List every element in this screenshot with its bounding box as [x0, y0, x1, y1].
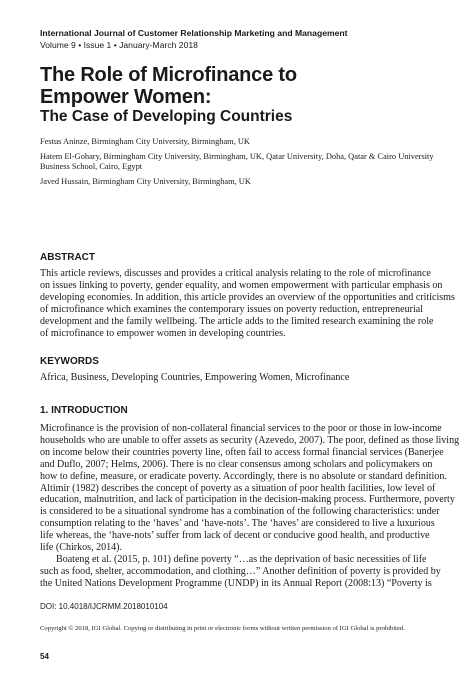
intro-line: such as food, shelter, accommodation, and clothing…” Another definition of poverty is provided by: [40, 565, 441, 577]
journal-issue: Volume 9 • Issue 1 • January-March 2018: [40, 40, 198, 50]
intro-line: education, malnutrition, and lack of participation in the decision-making process. Furthermore, poverty: [40, 494, 455, 506]
intro-line: life whereas, the ‘have-nots’ suffer from lack of decent or conducive good health, and productive: [40, 530, 430, 542]
intro-line: on income below their countries poverty line, often fail to access formal financial services (Banerjee: [40, 446, 444, 458]
abstract-line: of microfinance which examines the contemporary issues on poverty reduction, entrepreneurial: [40, 303, 424, 315]
abstract-line: This article reviews, discusses and provides a critical analysis relating to the role of microfinance: [40, 268, 431, 279]
article-subtitle: The Case of Developing Countries: [40, 108, 293, 125]
introduction-heading: 1. INTRODUCTION: [40, 405, 128, 416]
keywords-line: Africa, Business, Developing Countries, Empowering Women, Microfinance: [40, 372, 350, 383]
keywords-text: [40, 372, 436, 384]
journal-name: International Journal of Customer Relationship Marketing and Management: [40, 28, 348, 38]
intro-line: households who are unable to offer assets as security (Azevedo, 2007). The poor, defined as those living: [40, 434, 460, 446]
author-line: Javed Hussain, Birmingham City University, Birmingham, UK: [40, 176, 251, 186]
copyright-notice: Copyright © 2018, IGI Global. Copying or distributing in print or electronic forms without written permission of IGI Global is prohibited.: [40, 625, 405, 632]
author-entry: [40, 152, 440, 173]
intro-line: how to define, measure, or eradicate poverty. Accordingly, there is no absolute or standard definition.: [40, 470, 447, 482]
intro-line: Microfinance is the provision of non-collateral financial services to the poor or those in low-income: [40, 423, 442, 434]
author-entry: [40, 177, 440, 188]
article-title: [40, 64, 297, 108]
intro-line: consumption relating to the ‘haves’ and ‘have-nots’. The ‘haves’ are considered to live a luxurious: [40, 518, 435, 530]
page-number: 54: [40, 652, 49, 661]
author-entry: [40, 137, 440, 148]
abstract-line: developing economies. In addition, this article provides an overview of the opportunities and criticisms: [40, 291, 455, 303]
intro-line: the United Nations Development Programme (UNDP) in its Annual Report (2008:13) “Poverty is: [40, 577, 432, 589]
abstract-line: of microfinance to empower women in developing countries.: [40, 327, 286, 339]
article-title-line: Empower Women:: [40, 86, 212, 108]
keywords-heading: KEYWORDS: [40, 356, 99, 367]
intro-line: life (Chirkos, 2014).: [40, 542, 123, 554]
abstract-body: [40, 268, 455, 339]
doi-label: DOI: 10.4018/IJCRMM.2018010104: [40, 602, 168, 611]
intro-line: Boateng et al. (2015, p. 101) define poverty “…as the deprivation of basic necessities of life: [56, 553, 427, 565]
author-line: Festus Aninze, Birmingham City University, Birmingham, UK: [40, 137, 250, 146]
intro-line: and Duflo, 2007; Helms, 2006). There is no clear consensus among scholars and policymakers on: [40, 458, 433, 470]
author-line: Hatem El-Gohary, Birmingham City University, Birmingham, UK, Qatar University, Doha, Qatar & Cairo University: [40, 151, 434, 161]
abstract-line: development and the family wellbeing. The article adds to the limited research examining the role: [40, 315, 434, 327]
author-list: [40, 137, 440, 191]
author-line: Business School, Cairo, Egypt: [40, 162, 143, 172]
intro-line: Altimir (1982) describes the concept of poverty as a situation of poor health facilities, low level of: [40, 482, 436, 494]
abstract-line: on issues linking to poverty, gender equality, and women empowerment with particular emphasis on: [40, 279, 443, 291]
abstract-heading: ABSTRACT: [40, 252, 95, 263]
introduction-body: [40, 423, 460, 590]
article-title-line: The Role of Microfinance to: [40, 64, 297, 86]
intro-line: is considered to be a situational syndrome has a combination of the following characteristics: under: [40, 506, 440, 518]
